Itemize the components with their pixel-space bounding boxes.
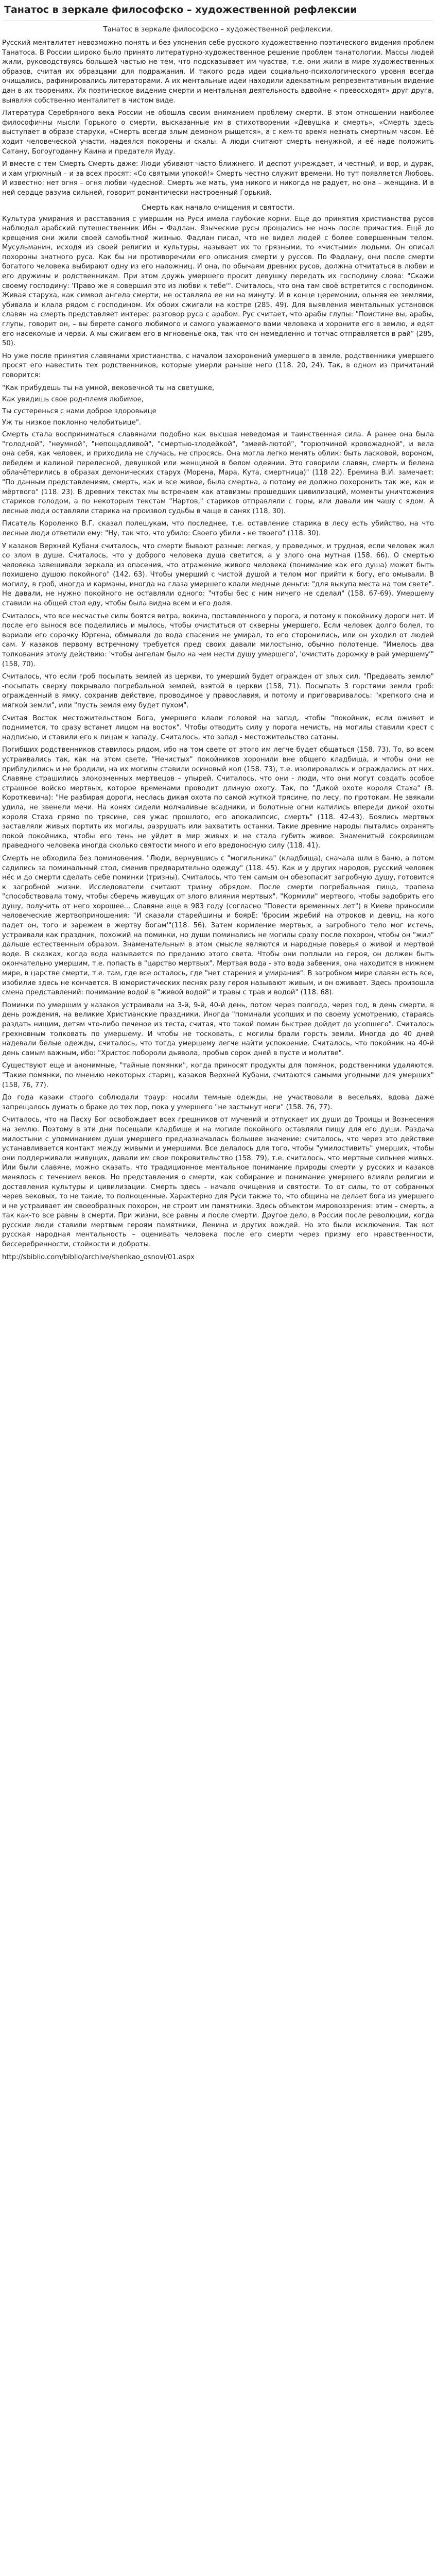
paragraph: Существуют еще и анонимные, "тайные помянки", когда приносят продукты для помянок, родственники удаляются. "Такие помянки, по мнению некоторых стариц, казаков Верхней Кубани, считаются самыми угодными для умерших" (158, 76, 77). [2,1062,434,1089]
paragraph: И вместе с тем Смерть Смерть даже: Люди убивают часто ближнего. И деспот учреждает, и честный, и вор, и дурак, и хам угрюмный – и за всех просят: «Со святыми упокой!» Смерть честно служит времени. Но тут появляется Любовь. И известно: нет огня – огня любви чудесной. Смерть же мать, ума никого и никогда не радует, но она – женщина. И в ней сердце разума сильней, говорит романтически настроенный Горький. [2,160,434,197]
poem-quote [2,384,434,428]
paragraph: Писатель Короленко В.Г. сказал полешукам, что последнее, т.е. оставление старика в лесу есть убийство, на что лесные люди ответили ему: "Ну, так что, что убило: Своего убили - не твоего" (118. 30). [2,520,434,537]
main-section [2,215,434,381]
poem-line: Как увидишь свое род-племя любимое, [2,396,144,404]
document-page [0,0,436,1262]
paragraph: Поминки по умершим у казаков устраивали на 3-й, 9-й, 40-й день, потом через полгода, через год, в день смерти, в день рождения, на великие Христианские праздники. Иногда "поминали усопших и по своему усмотрению, стараясь раздать нищим, детям что-либо печеное из теста, считая, что такой помин быстрее дойдет до усопшего". Считалось грехновным толковать по умершему. И чтобы не тосковать, с могилы брали горсть земли. Иногда до 40 дней надевали белые одежды, считалось, что тогда умершему легче найти успокоение. Считалось, что покойник на 40-й день самым важным, ибо: "Христос побороли дьявола, пробыв сорок дней в пусте и молитве". [2,1001,434,1057]
poem-line: Ты сустеренься с нами доброе здоровьице [2,407,156,415]
paragraph: Смерть не обходила без поминовения. "Люди, вернувшись с "могильника" (кладбища), сначала шли в баню, а потом садились за поминальный стол, сменив предварительно одежду" (118. 45). Как и у других народов, русский человек нёс и до смерти сделать себе поминки (тризны). Считалось, что тем самым он обезопасит загробную душу, готовится к загробной жизни. Исследователи считают тризну обрядом. После смерти погребальная пища, трапеза "способствовала тому, чтобы сберечь живущих от злого влияния мертвых". "Кормили" мертвого, чтобы задобрить его душу, получить от него хорошее... Славяне еще в 983 году (согласно "Повести временных лет") в Киеве приносили человеческие жертвоприношения: "И сказали старейшины и боярЕ: 'бросим жребий на отроков и девиц, на кого падет он, того и зарежем в жертву богам'"(118. 56). Затем кормление мертвых, а загробного тело мог истечь, устраивали как праздник, похожий на поминки, но души поминались не могилы сразу после похорон, чтобы он "жил" дальше естественным образом. Знаменательным в этом смысле являются и народные поверья о живой и мертвой воде. В сказках, когда вода называется по преданию этого света. Чтобы они поплыли на героя, он должен быть окончательно умершим, т.е. попасть в "царство мертвых". Мертвая вода - это вода забвения, она находится в нижнем мире, в царстве смерти, т.е. там, где все осталось, где "нет старения и умирания". В загробном мире славян есть все, изобилие здесь не кончается. В юмористических песнях разу героя называют живым, и он оживает. Здесь произошла смена представлений: понимание водой в "живой водой" и травы с трав и водой" (118. 68). [2,854,434,997]
page-title: Танатос в зеркале философско – художественной рефлексии [2,0,434,21]
paragraph: Считалось, что если гроб посыпать землей из церкви, то умерший будет огражден от злых сил. "Предавать землю" -посыпать сверху покрывало погребальной землей, взятой в церкви (158, 71). Посыпать 3 горстями земли гроб: огражденный в ямку, сохранив действие, проводимое у православия, и потому и приговаривалось: "крепкого сна и мягкой земли", или "пусть земля ему будет пухом". [2,673,434,709]
paragraph: У казаков Верхней Кубани считалось, что смерти бывают разные: легкая, у праведных, и трудная, если человек жил со злом в душе. Считалось, что у доброго человека душа светится, а у злого она мутная (158. 66). О смертью человека завешивали зеркала из опасения, что отражение живого человека (понимание как его душа) может быть похищено душою покойного" (142. 63). Чтобы умерший с чистой душой и телом мог прийти к богу, его омывали. В могилу, в гроб, иногда и карманы, иногда на глаза умершего клали медные деньги: "для выкупа места на том свете". Не давали, не нужно покойного не оставляли одного: "чтобы бес с ним ничего не сделал" (158. 67-69). Умершему ставили на общей стол еду, чтобы была видна всем и его доля. [2,542,434,608]
paragraph: Литература Серебряного века России не обошла своим вниманием проблему смерти. В этом отношении наиболее философичны мысли Горького о смерти, высказанные им в стихотворении «Девушка и смерть», «Смерть здесь выступает в образе старухи, «Смерть всегда злым демоном рыщется», а с кем-то время незнать смертным часом. Её ходит человеческой участи, надеялся покорены и скалы. А люди считают смерть ненужной, и её наде положить Сатану, Богоугоданну Каина и предателя Иуду. [2,109,434,156]
paragraph: Но уже после принятия славянами христианства, с началом захоронений умершего в земле, родственники умершего просят его навестить тех родственников, которые умерли раньше него (118. 20, 24). Так, в одном из причитаний говорится: [2,352,434,379]
poem-line: Уж ты низкое поклонно челобитьице". [2,419,142,427]
after-quote-section [2,430,434,1250]
document-subtitle: Танатос в зеркале философско – художественной рефлексии. [103,25,333,33]
paragraph: Культура умирания и расставания с умершим на Руси имела глубокие корни. Еще до принятия христианства русов наблюдал арабский путешественник Ибн – Фадлан. Языческие русы прощались не ночь после причастия. Ещё до крещения они жили своей самобытной жизнью. Фадлан писал, что не видел людей с более совершенным телом. Мусульманин, исходя из своей религии и культуры, называет их то грязными, то «чистыми» людьми. Он описал похороны знатного руса. Как бы ни противоречили его описания смерти у руссов. По Фадлану, они после смерти богатого человека выбирают одну из его наложниц. И она, по обычаям древних русов, должна отчитаться в любви и его дружины и родственникам. При этом дружь умершего просит девушку передать их господину слова: "Скажи своему господину: 'Право же я совершил это из любви к тебе'". Считалось, что она там своё встретится с господином. Живая старуха, как символ ангела смерти, не оставляла ее ни на минуту. И в конце церемонии, ольняя ее землями, убивала и клала рядом с господином. Их обоих сжигали на костре (285, 49). Для выявления ментальных установок славян на смерть представляет интерес разговор руса с арабом. Рус считает, что арабы глупы: "Поистине вы, арабы, глупы, говорит он, – вы берете самого любимого и самого уважаемого вами человека и хороните его в землю, и едят его насекомые и черви. А мы сжигаем его в мгновенье ока, так что он немедленно и тотчас отправляется в рай" (285, 50). [2,215,434,348]
intro-section [2,39,434,198]
paragraph: Считалось, что на Пасху Бог освобождает всех грешников от мучений и отпускает их души до Троицы и Вознесения на землю. Поэтому в эти дни посещали кладбище и на могиле покойного оставляли пищу для его души. Раздача милостыни с упоминанием души умершего предназначалась большее значение: считалось, что через это действие устанавливается контакт между живыми и умершими. Все делалось для того, чтобы "умилостивить" умерших, чтобы они поддерживали живущих, давали им свое покровительство (158. 79), т.е. считалось, что мертвые сильнее живых. Или были славяне, можно сказать, что традиционное ментальное понимание природы смерти у русских и казаков менялось с течением веков. Но представления о смерти, как собирание и понимание умершего влияли религии и доставления культуры и цивилизации. Смерть здесь - начало очищения и святости. То от силы, то от собранных черев вековых, то не такие, то полноценные. Характерно для Руси также то, что община не делает бога из умершего и не устраивает им своеобразных похорон, не строит им памятники. Здесь объектом мировоззрения: этим - смерть, а так как-то все равны в смерти. При жизни, все равны и после смерти. Другое дело, в России после революции, когда русские люди ставили мертвым героям памятники, Ленина и других вождей. Но это были исключения. Так вот русская народная ментальность – оценивать человека после его смерти через призму его нравственности, бессеребренности, стойкости и доброты. [2,1116,434,1249]
poem-line: "Как прибудешь ты на умной, вековечной ты на светушке, [2,384,215,392]
source-url[interactable]: http://sbiblio.com/biblio/archive/shenkao_osnovi/01.aspx [2,1253,195,1261]
section-title: Смерть как начало очищения и святости. [141,203,295,212]
paragraph: Считалось, что все несчастье силы боятся ветра, вокина, поставленного у порога, и потому к покойнику дороги нет. И после его вынося все поделились и мылось, чтобы очиститься от скверны умершего. Если человек долго болел, то вариали его сорочку Юргена, обмывали до вода спасения не умирал, то его сторонились, или он уходил от людей сам. У казаков первому встречному требуется пред своих давали милостыню, обычно полотенце. "Имелось два толкования этому действию: 'чтобы ангелам было на чем нести душу умершего', 'очистить дорожку в рай умершему'" (158, 70). [2,612,434,668]
paragraph: До года казаки строго соблюдали траур: носили темные одежды, не участвовали в весельях, вдова даже запрещалось думать о браке до тех пор, пока у умершего "не застынут ноги" (158. 76, 77). [2,1094,434,1111]
paragraph: Русский менталитет невозможно понять и без уяснения себе русского художественно-поэтического видения проблем Танатоса. В России широко было принято литературно-художественное решение проблем танатологии. Массы людей жили, руководствуясь большей частью не тем, что подсказывает им чувства, т.е. они жили в мире художественных образов, считая их образцами для подражания. И такого рода идеи социально-психологического уровня всегда очищались, рафинировались литераторами. А их ментальные идеи находили адекватным репрезентативным видение дан в их творениях. Их поэтическое видение смерти и ментальная деятельность вдвойне « превосходят» друг друга, выявляя собственно менталитет в чистом виде. [2,39,434,105]
paragraph: Погибших родственников ставилось рядом, ибо на том свете от этого им легче будет общаться (158. 73). То, во всем устраивались так, как на этом свете. "Нечистых" покойников хоронили вне общего кладбища, и чтобы они не приблудились и не бродили, на их могилы ставили осиновый кол (158. 73), т.е. изолировались и ограждались от них. Славяне страшились злокозненных мертвецов – упырей. Считалось, что они - люди, что они могут создать особое страшное войско мертвых, которое временами проводит длиную охоту. Так, по "Дикой охоте короля Стаха" (В. Короткевича): "Не разбирая дороги, неслась дикая охота по самой жуткой трясине, по лесу, по протокам. Не звякали удила, не звенели мечи. На конях сидели молчаливые всадники, и болотные огни катились впереди дикой охоты короля Стаха прямо по трясине, сея ужас прошлого, его апокалипсис, смерть" (118. 42-43). Боялись мертвых заставляли живых портить их могилы, разрушать или захватить останки. Такие древние народы пытались охранять покой покойника, чтобы его тень не уйдет в мир живых и не стала губить живое. Знаменитый сокровищам праведного человека иногда сколько святости много и его вредоносную силу (118. 41). [2,746,434,850]
paragraph: Считая Восток местожительством Бога, умершего клали головой на запад, чтобы "покойник, если оживет и поднимется, то сразу встанет лицом на восток". Чтобы отводить силу у порога нечисть, на могилы ставили крест с надписью, и ставили его к лицам к западу. Считалось, что запад - местожительство сатаны. [2,714,434,741]
paragraph: Смерть стала восприниматься славянами подобно как высшая неведомая и таинственная сила. А ранее она была "голодной", "неумной", "непощадливой", "смертью-злодейкой", "змеей-лютой", "горюпчиной кровожадной", и вела она себя, как человек, и приходила не случась, не спросясь. Она могла легко менять облик: быть ласковой, вороном, лебедем и калиной перелесной, девушкой или женщиной в белом одеянии. Это говорили славян, смерть и белена облачётерились в образах демонических старух (Морена, Мара, Кута, смертница)" (118 22). Еремина В.И. замечает: "По данным представлениям, смерть, как и все живое, была смертна, а потому ее должно похоронить так же, как и мёртвого" (118. 23). В древних текстах мы встречаем как атавизмы прошедших цивилизаций, моменты уничтожения стариков голодом, а по некоторым текстам "Нартов," стариков отправляли с горы, или давали им чашу с ядом. А лесные люди оставляли старика на произвол судьбы в чаще в санях (118, 30). [2,430,434,515]
